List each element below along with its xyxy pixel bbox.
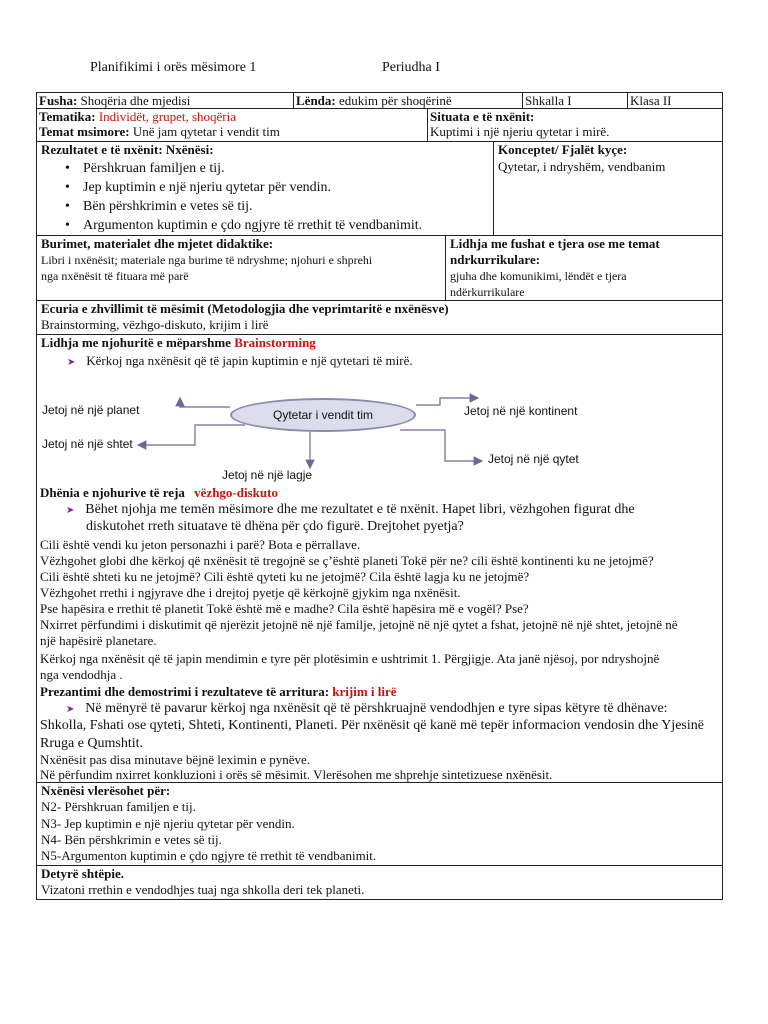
ecuria-box (36, 300, 723, 335)
prezantimi-line: Nxënësit pas disa minutave bëjnë leximin e pynëve. (40, 752, 311, 767)
dhenia-line: Nxirret përfundimi i diskutimit që njerëzit jetojnë në një familje, jetojnë në një qytet a fshat, jetojnë në një shtet, jetojnë në (40, 617, 678, 632)
tema-value: Unë jam qytetar i vendit tim (132, 124, 280, 139)
klasa-cell: Klasa II (628, 93, 723, 109)
detyre-text: Vizatoni rrethin e vendodhjes tuaj nga shkolla deri tek planeti. (41, 882, 365, 897)
prezantimi-method: krijim i lirë (332, 684, 397, 699)
vleresim-line: N2- Përshkruan familjen e tij. (41, 799, 196, 814)
prezantimi-heading (40, 684, 397, 700)
tema-label: Temat msimore: (39, 124, 130, 139)
mindmap-label-lagje: Jetoj në një lagje (222, 468, 313, 482)
mindmap-label-kontinent: Jetoj në një kontinent (464, 404, 578, 418)
fusha-cell (37, 93, 294, 109)
dhenia-line: Vëzhgohet rrethi i ngjyrave dhe i drejtoj pyetje që kërkojnë gjykim nga nxënësit. (40, 585, 461, 600)
prezantimi-line: Shkolla, Fshati ose qyteti, Shteti, Kontinenti, Planeti. Për nxënësit që kanë më tepër informacion vendosin dhe Yjesinë (40, 718, 704, 733)
tematika-value: Individët, grupet, shoqëria (98, 109, 237, 124)
lidhja-heading (41, 335, 316, 351)
konceptet-value: Qytetar, i ndryshëm, vendbanim (498, 159, 666, 174)
situata-cell (428, 109, 723, 142)
arrow-bullet-icon: ➤ (67, 357, 76, 368)
dhenia-title: Dhënia e njohurive të reja (40, 485, 185, 500)
mindmap-label-planet: Jetoj në një planet (42, 403, 140, 417)
dhenia-line: një hapësirë planetare. (40, 633, 157, 648)
lidhja-title: Lidhja me njohuritë e mëparshme (41, 335, 231, 350)
lenda-cell (294, 93, 523, 109)
detyre-title: Detyrë shtëpie. (41, 866, 125, 881)
burimet-box (36, 235, 446, 301)
vleresim-title: Nxënësi vlerësohet për: (41, 783, 171, 798)
burimet-label: Burimet, materialet dhe mjetet didaktike: (41, 236, 274, 251)
lidhja-label: Lidhja me fushat e tjera ose me temat (450, 236, 660, 251)
situata-value: Kuptimi i një njeriu qytetar i mirë. (430, 124, 610, 139)
outcome-item: • Argumenton kuptimin e çdo ngjyre të rrethit të vendbanimit. (83, 218, 422, 234)
arrow-bullet-icon: ➤ (66, 505, 75, 516)
plan-title: Planifikimi i orës mësimore 1 (90, 60, 257, 75)
fusha-label: Fusha: (39, 93, 78, 108)
dhenia-line: Vëzhgohet globi dhe kërkoj që nxënësit të tregojnë se ç’është planeti Tokë për ne? cili është kontinenti ku ne jetojmë? (40, 553, 654, 568)
tematika-cell (37, 109, 428, 142)
prezantimi-title: Prezantimi dhe demostrimi i rezultateve të arritura: (40, 684, 330, 699)
ecuria-methods: Brainstorming, vëzhgo-diskuto, krijim i lirë (41, 317, 269, 332)
mindmap-center: Qytetar i vendit tim (230, 398, 416, 432)
lidhja-text: ndërkurrikulare (450, 285, 525, 299)
dhenia-heading (40, 485, 278, 501)
dhenia-line: Pse hapësira e rrethit të planetit Tokë është më e madhe? Cila është hapësira më e vogël? Pse? (40, 601, 529, 616)
dhenia-item-cont: diskutohet rreth situatave të dhëna për çdo figurë. Drejtohet pyetja? (86, 519, 464, 534)
outcome-item: • Përshkruan familjen e tij. (83, 161, 225, 177)
lidhja-item (67, 353, 413, 371)
konceptet-box (493, 141, 723, 236)
shkalla-cell: Shkalla I (523, 93, 628, 109)
vleresim-line: N5-Argumenton kuptimin e çdo ngjyre të rrethit të vendbanimit. (41, 848, 377, 863)
outcome-item: • Bën përshkrimin e vetes së tij. (83, 199, 253, 215)
dhenia-item-text: Bëhet njohja me temën mësimore dhe me rezultatet e të nxënit. Hapet libri, vëzhgohen figurat dhe (85, 502, 635, 517)
rezultatet-box (36, 141, 494, 236)
burimet-text: Libri i nxënësit; materiale nga burime të ndryshme; njohuri e shprehi (41, 253, 373, 267)
prezantimi-item (66, 700, 668, 718)
situata-label: Situata e të nxënit: (430, 109, 535, 124)
info-row-1 (36, 92, 723, 109)
lenda-label: Lënda: (296, 93, 336, 108)
dhenia-line: Cili është vendi ku jeton personazhi i parë? Bota e përrallave. (40, 537, 361, 552)
lidhja-label: ndrkurrikulare: (450, 252, 541, 267)
dhenia-line: Kërkoj nga nxënësit që të japin mendimin e tyre për plotësimin e ushtrimit 1. Përgjigje. Ata janë njësoj, por ndryshojnë (40, 651, 660, 666)
lenda-value: edukim për shoqërinë (338, 93, 452, 108)
rezultatet-label: Rezultatet e të nxënit: Nxënësi: (41, 142, 214, 157)
arrow-bullet-icon: ➤ (66, 704, 75, 715)
detyre-box (36, 865, 723, 900)
lidhja-item-text: Kërkoj nga nxënësit që të japin kuptimin e një qytetari të mirë. (86, 353, 413, 368)
lidhja-text: gjuha dhe komunikimi, lëndët e tjera (450, 269, 627, 283)
prezantimi-line: Rruga e Qumshtit. (40, 736, 144, 751)
dhenia-line: nga vendodhja . (40, 667, 123, 682)
konceptet-label: Konceptet/ Fjalët kyçe: (498, 142, 628, 157)
mindmap-label-shtet: Jetoj në një shtet (42, 437, 133, 451)
lidhja-method: Brainstorming (234, 335, 316, 350)
info-row-2 (36, 108, 723, 142)
prezantimi-line: Në përfundim nxirret konkluzioni i orës së mësimit. Vlerësohen me shprehje sintetizuese nxënësit. (40, 767, 553, 782)
vleresim-line: N3- Jep kuptimin e një njeriu qytetar për vendin. (41, 816, 295, 831)
tematika-label: Tematika: (39, 109, 96, 124)
mindmap-label-qytet: Jetoj në një qytet (488, 452, 579, 466)
lidhja-box (445, 235, 723, 301)
period-label: Periudha I (382, 60, 440, 75)
ecuria-title: Ecuria e zhvillimit të mësimit (Metodologjia dhe veprimtaritë e nxënësve) (41, 301, 449, 316)
prezantimi-item-text: Në mënyrë të pavarur kërkoj nga nxënësit që të përshkruajnë vendodhjen e tyre sipas këtyre të dhënave: (85, 701, 668, 716)
fusha-value: Shoqëria dhe mjedisi (80, 93, 191, 108)
dhenia-item (66, 501, 635, 519)
dhenia-line: Cili është shteti ku ne jetojmë? Cili është qyteti ku ne jetojmë? Cila është lagja ku ne jetojmë? (40, 569, 530, 584)
burimet-text: nga nxënësit të fituara më parë (41, 269, 189, 283)
outcome-item: • Jep kuptimin e një njeriu qytetar për vendin. (83, 180, 331, 196)
vleresim-line: N4- Bën përshkrimin e vetes së tij. (41, 832, 222, 847)
vleresim-box (36, 782, 723, 866)
dhenia-method: vëzhgo-diskuto (194, 485, 278, 500)
